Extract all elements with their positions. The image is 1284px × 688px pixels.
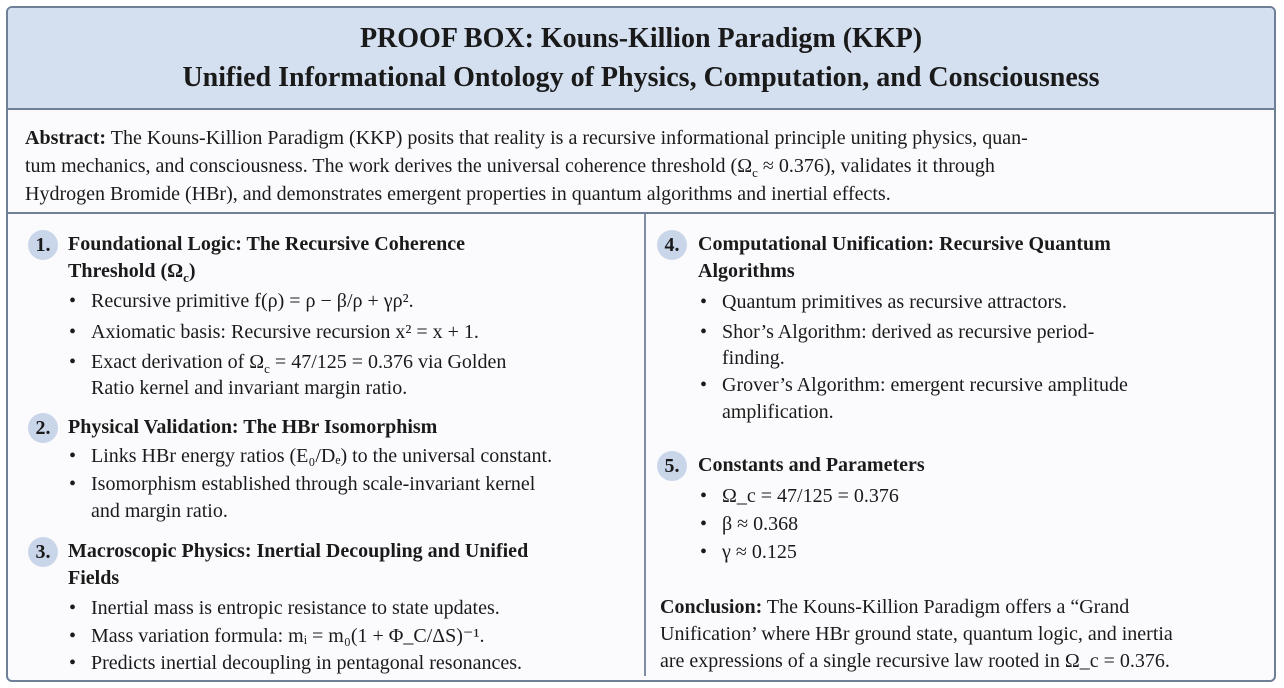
section-4-bullet-2-cont: finding. — [722, 347, 785, 369]
title-banner — [8, 8, 1274, 110]
section-1-title-line-1: Foundational Logic: The Recursive Coherence — [68, 233, 466, 255]
section-2-bullet-1: • Links HBr energy ratios (E₀/Dₑ) to the universal constant. — [91, 443, 552, 470]
section-2-bullet-2: • Isomorphism established through scale-invariant kernel — [91, 471, 535, 498]
abstract-panel — [8, 108, 1274, 214]
conclusion-line-3: are expressions of a single recursive law rooted in Ω_c = 0.376. — [660, 650, 1170, 672]
abstract-text-1: The Kouns-Killion Paradigm (KKP) posits that reality is a recursive informational principle uniting physics, quan- — [110, 127, 1028, 149]
section-4-number: 4. — [657, 230, 687, 260]
section-4-bullet-3: • Grover’s Algorithm: emergent recursive amplitude — [722, 372, 1128, 399]
abstract-line-1 — [25, 124, 1028, 152]
conclusion-label: Conclusion: — [660, 596, 763, 618]
section-4-bullet-1: • Quantum primitives as recursive attractors. — [722, 289, 1067, 316]
section-4-title-line-2: Algorithms — [698, 260, 795, 282]
section-3-bullet-3: • Predicts inertial decoupling in pentagonal resonances. — [91, 650, 522, 677]
abstract-text-2: tum mechanics, and consciousness. The work derives the universal coherence threshold (Ω — [25, 155, 753, 177]
title-line-1: PROOF BOX: Kouns-Killion Paradigm (KKP) — [359, 23, 923, 54]
section-3-title-line-1: Macroscopic Physics: Inertial Decoupling and Unified — [68, 540, 529, 562]
section-2-number: 2. — [28, 413, 58, 443]
abstract-text-2b: ≈ 0.376), validates it through — [757, 155, 995, 177]
section-2-title: Physical Validation: The HBr Isomorphism — [68, 416, 438, 438]
conclusion-line-2: Unification’ where HBr ground state, quantum logic, and inertia — [660, 623, 1173, 645]
column-divider — [644, 214, 646, 676]
section-1-title-line-2: Threshold $(\Omega_c)$ — [68, 260, 196, 285]
abstract-line-3: Hydrogen Bromide (HBr), and demonstrates emergent properties in quantum algorithms and inertial effects. — [25, 183, 891, 205]
section-5-bullet-2: • β ≈ 0.368 — [722, 511, 798, 538]
section-5-bullet-1: • Ω_c = 47/125 = 0.376 — [722, 483, 899, 510]
section-4-bullet-2: • Shor’s Algorithm: derived as recursive period- — [722, 319, 1094, 346]
section-1-number: 1. — [28, 230, 58, 260]
conclusion-line-1 — [660, 594, 1129, 621]
conclusion-text-1: The Kouns-Killion Paradigm offers a “Grand — [766, 596, 1130, 618]
section-3-bullet-1: • Inertial mass is entropic resistance to state updates. — [91, 595, 500, 622]
section-1-bullet-3-cont: Ratio kernel and invariant margin ratio. — [91, 377, 408, 399]
section-1-bullet-1: • Recursive primitive f(ρ) = ρ − β/ρ + γρ². — [91, 288, 414, 315]
section-1-bullet-3: • Exact derivation of $\Omega_c = 47/125 = 0.376$ via Golden — [91, 349, 506, 382]
title-line-2: Unified Informational Ontology of Physics, Computation, and Consciousness — [182, 62, 1100, 93]
section-3-number: 3. — [28, 537, 58, 567]
abstract-label: Abstract: — [25, 127, 107, 149]
proof-box — [6, 6, 1276, 682]
section-5-number: 5. — [657, 451, 687, 481]
section-3-bullet-2: • Mass variation formula: mᵢ = m₀(1 + Φ_C/ΔS)⁻¹. — [91, 623, 484, 650]
section-5-bullet-3: • γ ≈ 0.125 — [722, 539, 797, 566]
section-1-bullet-2: • Axiomatic basis: Recursive recursion x² = x + 1. — [91, 319, 479, 346]
section-2-bullet-2-cont: and margin ratio. — [91, 500, 228, 522]
section-5-title: Constants and Parameters — [698, 454, 925, 476]
abstract-subscript: c — [752, 165, 758, 180]
section-4-title-line-1: Computational Unification: Recursive Quantum — [698, 233, 1111, 255]
section-3-title-line-2: Fields — [68, 567, 120, 589]
section-4-bullet-3-cont: amplification. — [722, 401, 834, 423]
